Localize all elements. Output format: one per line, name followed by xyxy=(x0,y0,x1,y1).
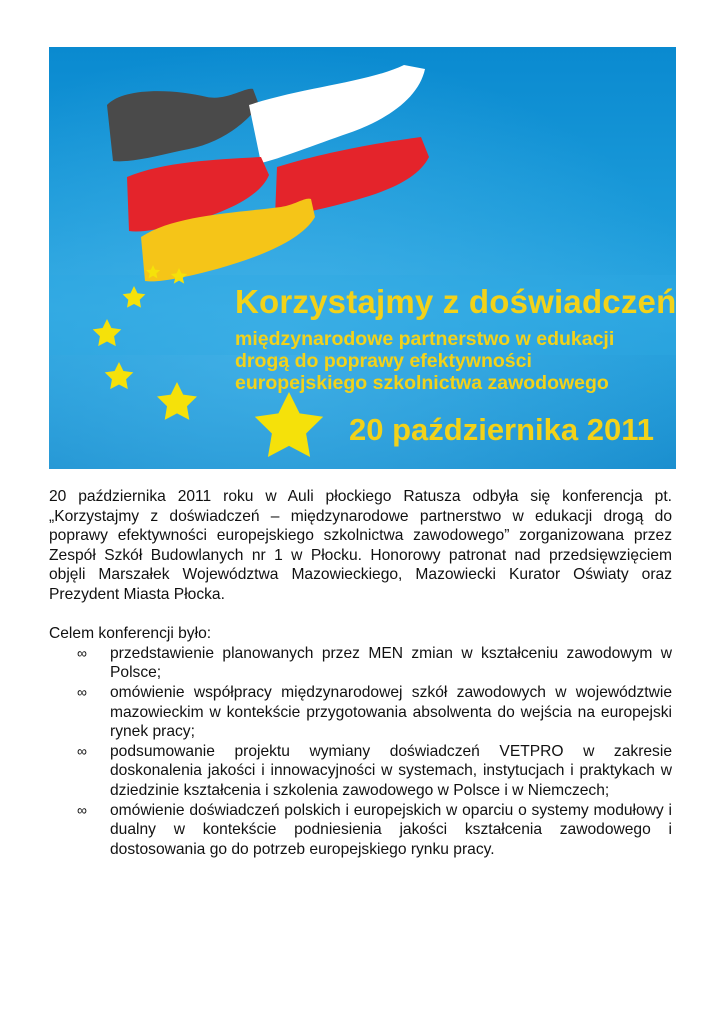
list-item xyxy=(49,683,672,742)
list-item xyxy=(49,742,672,801)
flag-stripes-and-stars-art xyxy=(49,47,676,469)
goals-list xyxy=(49,644,672,860)
infinity-bullet-icon: ∞ xyxy=(77,683,87,700)
banner-subtitle-line-3: europejskiego szkolnictwa zawodowego xyxy=(235,372,609,394)
infinity-bullet-icon: ∞ xyxy=(77,801,87,818)
list-item xyxy=(49,644,672,683)
banner-subtitle-line-1: międzynarodowe partnerstwo w edukacji xyxy=(235,328,615,350)
banner-subtitle-line-2: drogą do poprawy efektywności xyxy=(235,350,532,372)
list-item-text: podsumowanie projektu wymiany doświadczeń VETPRO w zakresie doskonalenia jakości i innowacyjności w systemach, instytucjach i praktykach w dziedzinie kształcenia i szkolenia zawodowego w Polsce i w Niemczech; xyxy=(110,742,672,799)
banner-date: 20 października 2011 xyxy=(349,412,655,447)
conference-banner xyxy=(49,47,676,469)
intro-paragraph: 20 października 2011 roku w Auli płockiego Ratusza odbyła się konferencja pt. „Korzystajmy z doświadczeń – międzynarodowe partnerstwo w edukacji drogą do poprawy efektywności europejskiego szkolnictwa zawodowego” zorganizowana przez Zespół Szkół Budowlanych nr 1 w Płocku. Honorowy patronat nad przedsięwzięciem objęli Marszałek Województwa Mazowieckiego, Mazowiecki Kurator Oświaty oraz Prezydent Miasta Płocka. xyxy=(49,488,672,603)
list-item-text: omówienie doświadczeń polskich i europejskich w oparciu o systemy modułowy i dualny w kontekście podniesienia jakości kształcenia zawodowego i dostosowania go do potrzeb europejskiego rynku pracy. xyxy=(110,801,672,858)
list-item-text: przedstawienie planowanych przez MEN zmian w kształceniu zawodowym w Polsce; xyxy=(110,644,672,682)
infinity-bullet-icon: ∞ xyxy=(77,644,87,661)
goals-intro: Celem konferencji było: xyxy=(49,625,212,643)
list-item xyxy=(49,801,672,860)
banner-title: Korzystajmy z doświadczeń xyxy=(235,283,676,320)
list-item-text: omówienie współpracy międzynarodowej szkół zawodowych w województwie mazowieckim w kontekście przygotowania absolwenta do wejścia na europejski rynek pracy; xyxy=(110,683,672,741)
infinity-bullet-icon: ∞ xyxy=(77,742,87,759)
article-body xyxy=(49,487,672,859)
